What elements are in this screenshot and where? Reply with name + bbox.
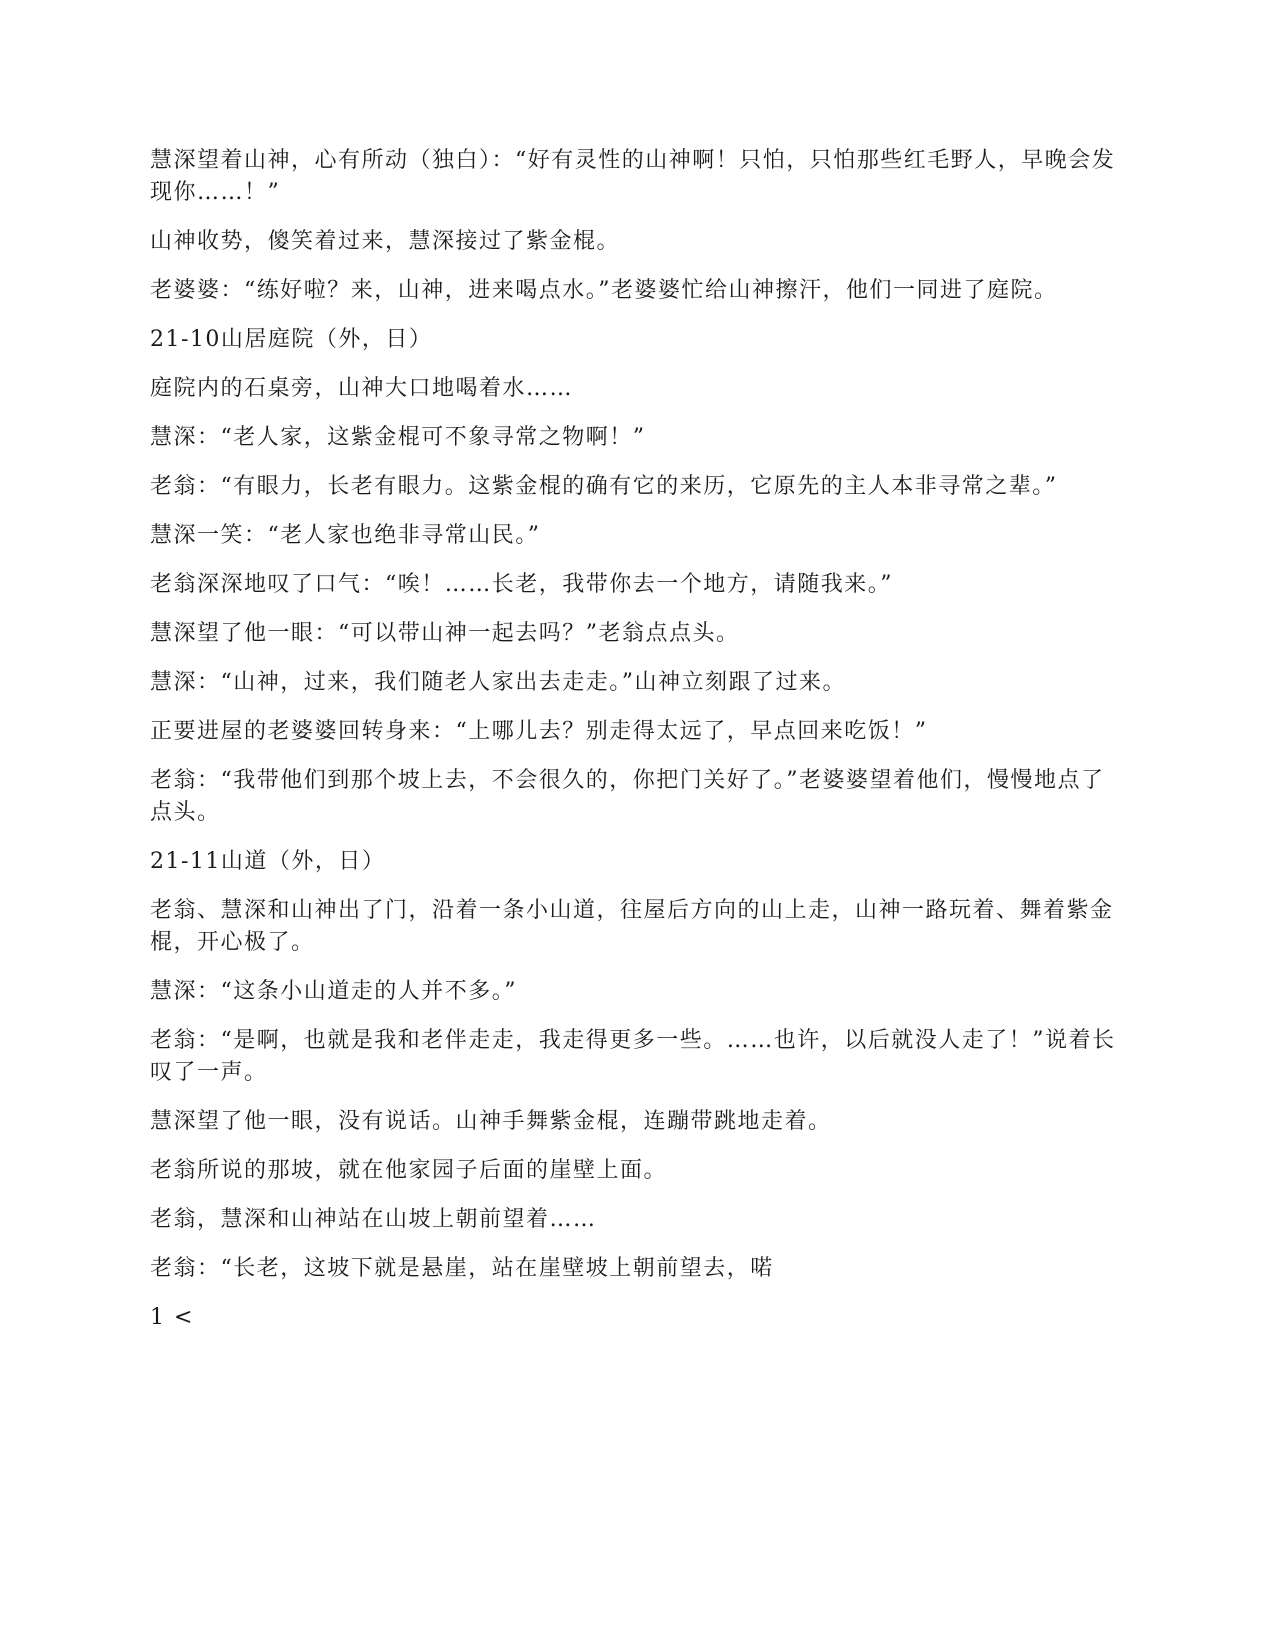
page-number: 1 < (150, 1305, 194, 1330)
scene-heading: 21-11山道（外，日） (150, 849, 386, 874)
paragraph: 山神收势，傻笑着过来，慧深接过了紫金棍。 (150, 229, 621, 254)
paragraph: 老翁，慧深和山神站在山坡上朝前望着…… (150, 1207, 597, 1232)
paragraph: 老婆婆：“练好啦？来，山神，进来喝点水。”老婆婆忙给山神擦汗，他们一同进了庭院。 (150, 278, 1058, 303)
paragraph: 老翁：“有眼力，长老有眼力。这紫金棍的确有它的来历，它原先的主人本非寻常之辈。” (150, 474, 1058, 499)
document-page (150, 145, 1125, 1351)
paragraph: 正要进屋的老婆婆回转身来：“上哪儿去？别走得太远了，早点回来吃饭！” (150, 719, 928, 744)
paragraph: 慧深：“老人家，这紫金棍可不象寻常之物啊！” (150, 425, 646, 450)
paragraph: 慧深望了他一眼，没有说话。山神手舞紫金棍，连蹦带跳地走着。 (150, 1109, 832, 1134)
paragraph: 慧深一笑：“老人家也绝非寻常山民。” (150, 523, 541, 548)
paragraph: 老翁所说的那坡，就在他家园子后面的崖壁上面。 (150, 1158, 668, 1183)
paragraph: 慧深望了他一眼：“可以带山神一起去吗？”老翁点点头。 (150, 621, 740, 646)
paragraph: 老翁、慧深和山神出了门，沿着一条小山道，往屋后方向的山上走，山神一路玩着、舞着紫金棍，开心极了。 (150, 898, 1114, 955)
scene-heading: 21-10山居庭院（外，日） (150, 327, 433, 352)
paragraph: 老翁：“我带他们到那个坡上去，不会很久的，你把门关好了。”老婆婆望着他们，慢慢地点了点头。 (150, 768, 1105, 825)
paragraph: 慧深：“山神，过来，我们随老人家出去走走。”山神立刻跟了过来。 (150, 670, 846, 695)
paragraph: 老翁深深地叹了口气：“唉！……长老，我带你去一个地方，请随我来。” (150, 572, 893, 597)
paragraph: 庭院内的石桌旁，山神大口地喝着水…… (150, 376, 574, 401)
paragraph: 老翁：“长老，这坡下就是悬崖，站在崖壁坡上朝前望去，喏 (150, 1256, 774, 1281)
paragraph: 慧深望着山神，心有所动（独白）：“好有灵性的山神啊！只怕，只怕那些红毛野人，早晚会发现你……！” (150, 148, 1116, 205)
paragraph: 慧深：“这条小山道走的人并不多。” (150, 979, 517, 1004)
paragraph: 老翁：“是啊，也就是我和老伴走走，我走得更多一些。……也许，以后就没人走了！”说着长叹了一声。 (150, 1028, 1116, 1085)
